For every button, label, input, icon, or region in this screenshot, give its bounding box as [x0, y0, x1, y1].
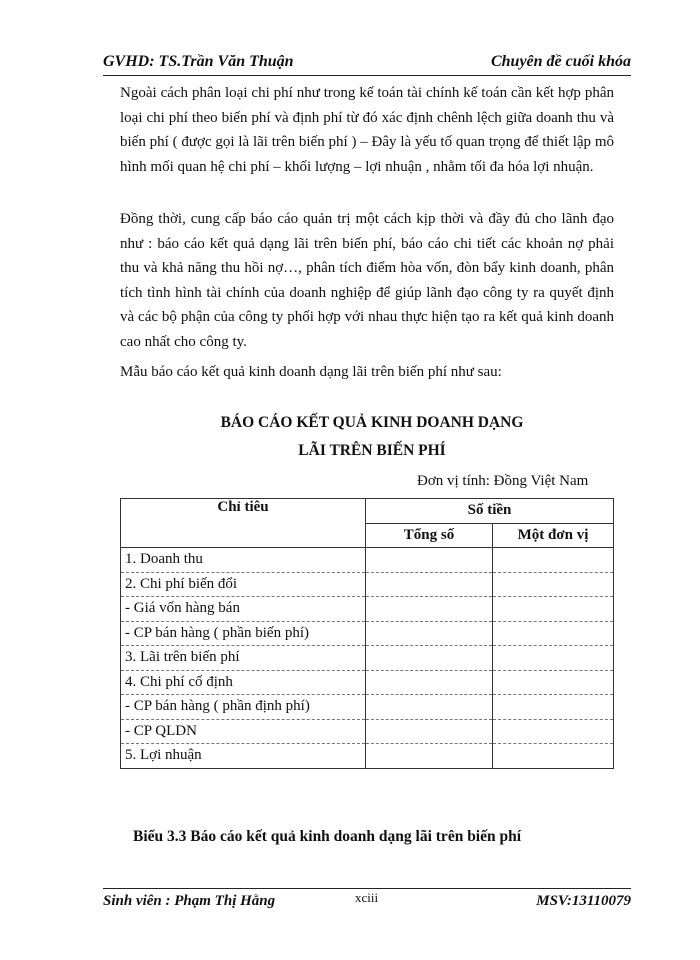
- report-body: [121, 548, 614, 769]
- row-indicator: - CP bán hàng ( phần định phí): [121, 695, 366, 720]
- row-indicator: 5. Lợi nhuận: [121, 744, 366, 769]
- row-indicator: - CP bán hàng ( phần biến phí): [121, 621, 366, 646]
- row-indicator: - CP QLDN: [121, 719, 366, 744]
- row-indicator: 4. Chi phí cố định: [121, 670, 366, 695]
- row-total-cell: [366, 719, 493, 744]
- table-row: [121, 646, 614, 671]
- row-indicator: - Giá vốn hàng bán: [121, 597, 366, 622]
- table-row: [121, 670, 614, 695]
- report-title-line2: LÃI TRÊN BIẾN PHÍ: [298, 442, 446, 459]
- row-total-cell: [366, 695, 493, 720]
- table-caption: Biểu 3.3 Báo cáo kết quả kinh doanh dạng lãi trên biến phí: [133, 828, 522, 845]
- row-per-unit-cell: [493, 670, 614, 695]
- row-per-unit-cell: [493, 572, 614, 597]
- header-amount: Số tiền: [366, 499, 614, 524]
- row-indicator: 2. Chi phí biến đổi: [121, 572, 366, 597]
- paragraph-management-reports: [120, 207, 614, 354]
- row-total-cell: [366, 670, 493, 695]
- row-total-cell: [366, 548, 493, 573]
- student-id: MSV:13110079: [536, 893, 631, 909]
- report-title-line1: BÁO CÁO KẾT QUẢ KINH DOANH DẠNG: [220, 414, 524, 431]
- row-total-cell: [366, 621, 493, 646]
- row-per-unit-cell: [493, 597, 614, 622]
- table-row: [121, 621, 614, 646]
- row-per-unit-cell: [493, 646, 614, 671]
- table-row: [121, 744, 614, 769]
- currency-unit: Đơn vị tính: Đồng Việt Nam: [417, 473, 589, 489]
- row-indicator: 1. Doanh thu: [121, 548, 366, 573]
- document-type-label: Chuyên đề cuối khóa: [490, 53, 631, 70]
- table-row: [121, 719, 614, 744]
- page-header: [103, 53, 631, 76]
- paragraph-text: Đồng thời, cung cấp báo cáo quản trị một cách kịp thời và đầy đủ cho lãnh đạo như : báo cáo kết quả dạng lãi trên biến phí, báo cáo chi tiết các khoản nợ phải thu và khả năng thu hồi nợ…, phân tích điểm hòa vốn, đòn bẩy kinh doanh, phân tích tình hình tài chính của doanh nghiệp để giúp lãnh đạo công ty ra quyết định và các bộ phận của công ty phối hợp với nhau thực hiện tạo ra kết quả kinh doanh cao nhất cho công ty.: [120, 211, 614, 350]
- report-table: [120, 498, 614, 769]
- paragraph-text: Ngoài cách phân loại chi phí như trong kế toán tài chính kế toán cần kết hợp phân loại chi phí theo biến phí và định phí từ đó xác định chênh lệch giữa doanh thu và biến phí ( được gọi là lãi trên biến phí ) – Đây là yếu tố quan trọng để thiết lập mô hình mối quan hệ chi phí – khối lượng – lợi nhuận , nhằm tối đa hóa lợi nhuận.: [120, 85, 614, 175]
- paragraph-cost-classification: [120, 81, 614, 179]
- row-total-cell: [366, 744, 493, 769]
- row-total-cell: [366, 646, 493, 671]
- paragraph-report-intro: [120, 360, 614, 385]
- row-per-unit-cell: [493, 695, 614, 720]
- row-per-unit-cell: [493, 744, 614, 769]
- row-indicator: 3. Lãi trên biến phí: [121, 646, 366, 671]
- header-indicator: Chỉ tiêu: [121, 499, 366, 548]
- table-row: [121, 597, 614, 622]
- supervisor-label: GVHD: TS.Trần Văn Thuận: [103, 53, 294, 70]
- row-total-cell: [366, 597, 493, 622]
- student-label: Sinh viên : Phạm Thị Hằng: [103, 893, 276, 909]
- header-total: Tổng số: [366, 523, 493, 548]
- page-footer: [103, 888, 631, 913]
- page-number: xciii: [355, 890, 379, 905]
- paragraph-text: Mẫu báo cáo kết quả kinh doanh dạng lãi trên biến phí như sau:: [120, 364, 502, 380]
- header-per-unit: Một đơn vị: [493, 523, 614, 548]
- row-per-unit-cell: [493, 719, 614, 744]
- row-per-unit-cell: [493, 548, 614, 573]
- table-row: [121, 572, 614, 597]
- row-per-unit-cell: [493, 621, 614, 646]
- table-row: [121, 695, 614, 720]
- row-total-cell: [366, 572, 493, 597]
- table-row: [121, 548, 614, 573]
